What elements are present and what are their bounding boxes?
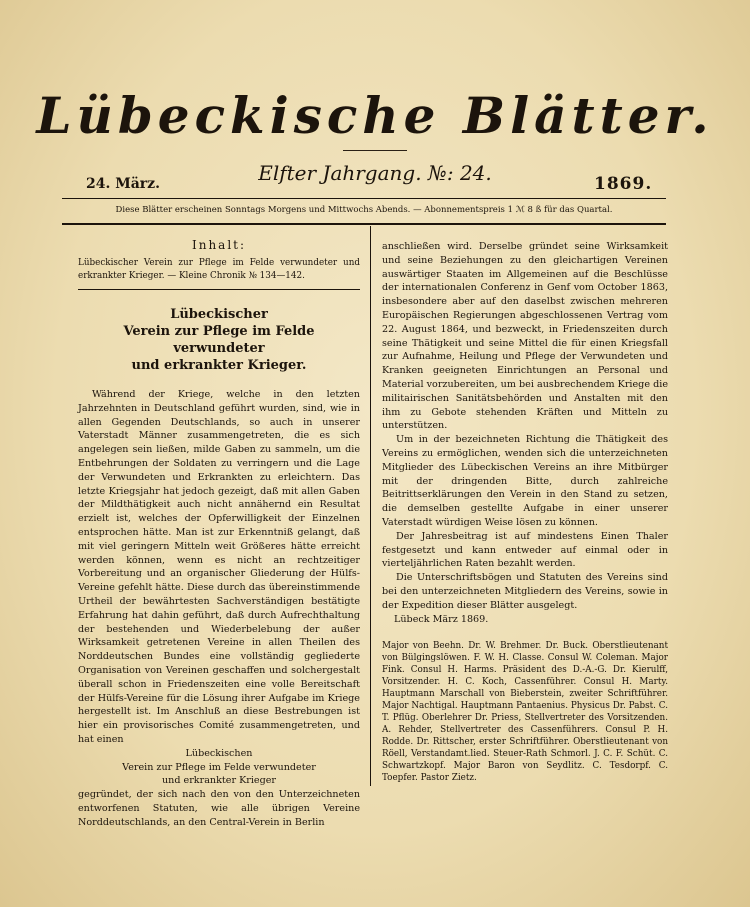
article-paragraph: Um in der bezeichneten Richtung die Thätigkeit des Vereins zu ermöglichen, wenden sich die unterzeichneten Mitglieder des Lübeckischen Vereins an ihre Mitbürger mit der dringenden Bitte, durch zahlreiche Beitrittserklärungen den Verein in den Stand zu setzen, die demselben gestellte Aufgabe in einer unserer Vaterstadt würdigen Weise lösen zu können. [382, 434, 668, 528]
left-column [78, 238, 360, 830]
article-title [78, 306, 360, 374]
article-paragraph: Während der Kriege, welche in den letzten Jahrzehnten in Deutschland geführt wurden, sind, wie in allen Gegenden Deutschlands, so auch in unserer Vaterstadt Männer zusammengetreten, die es sich angelegen sein ließen, milde Gaben zu sammeln, um die Entbehrungen der Soldaten zu verringern und die Lage der Verwundeten und Erkrankten zu erleichtern. Das letzte Kriegsjahr hat jedoch gezeigt, daß mit allen Gaben der Mildthätigkeit auch nicht annähernd ein Resultat erzielt ist, welches der Opferwilligkeit der Einzelnen entsprochen hätte. Man ist zur Erkenntniß gelangt, daß mit viel geringern Mitteln weit Größeres hätte erreicht werden können, wenn es nicht an rechtzeitiger Vorbereitung und an organischer Gliederung der Hülfs-Vereine gefehlt hätte. Diese durch das übereinstimmende Urtheil der bewährtesten Sachverständigen bestätigte Erfahrung hat dahin geführt, daß durch Aufrechthaltung der bestehenden und Wiederbelebung der außer Wirksamkeit getretenen Vereine in allen Theilen des Norddeutschen Bundes eine vollständig gegliederte Organisation von Vereinen geschaffen und solchergestalt überall schon in Friedenszeiten eine volle Bereitschaft der Hülfs-Vereine für die Lösung ihrer Aufgabe im Kriege hergestellt ist. Im Anschluß an diese Bestrebungen ist hier ein provisorisches Comité zusammengetreten, und hat einen [78, 389, 360, 745]
article-paragraph: Der Jahresbeitrag ist auf mindestens Einen Thaler festgesetzt und kann entweder auf einmal oder in vierteljährlichen Raten bezahlt werden. [382, 530, 668, 570]
article-title-line: Verein zur Pflege im Felde verwundeter [123, 324, 315, 356]
article-center-line: und erkrankter Krieger [162, 775, 276, 787]
header-rule-top [62, 198, 666, 199]
contents-text: Lübeckischer Verein zur Pflege im Felde verwundeter und erkrankter Krieger. — Kleine Chronik № 134—142. [78, 258, 360, 281]
signatories-list: Major von Beehn. Dr. W. Brehmer. Dr. Buck. Oberstlieutenant von Bülgingslöwen. F. W. H. Classe. Consul W. Coleman. Major Fink. Consul H. Harms. Präsident des D.-A.-G. Dr. Kierulff, Vorsitzender. H. C. Koch, Cassenführer. Consul H. Marty. Hauptmann Marschall von Bieberstein, zweiter Schriftführer. Major Nachtigal. Hauptmann Pantaenius. Physicus Dr. Pabst. C. T. Pflüg. Oberlehrer Dr. Priess, Stellvertreter des Vorsitzenden. A. Rehder, Stellvertreter des Cassenführers. Consul P. H. Rodde. Dr. Rittscher, erster Schriftführer. Oberstlieutenant von Röell, Verstandamt.lied. Steuer-Rath Schmorl. J. C. F. Schüt. C. Schwartzkopf. Major Baron von Seydlitz. C. Tesdorpf. C. Toepfer. Pastor Zietz. [382, 641, 668, 784]
contents-heading: Inhalt: [191, 238, 247, 252]
subscription-line: Diese Blätter erscheinen Sonntags Morgens und Mittwochs Abends. — Abonnementspreis 1 ℳ 8 ß für das Quartal. [115, 205, 613, 215]
issue-year: 1869. [594, 174, 653, 194]
masthead-divider [343, 150, 407, 151]
column-divider [370, 226, 371, 786]
contents-rule [78, 289, 360, 290]
header-rule-bottom [62, 223, 666, 225]
article-paragraph: gegründet, der sich nach den von den Unterzeichneten entworfenen Statuten, wie alle übrigen Vereine Norddeutschlands, an den Central-Verein in Berlin [78, 789, 360, 828]
article-center-line: Verein zur Pflege im Felde verwundeter [122, 761, 316, 773]
article-center-line: Lübeckischen [185, 747, 253, 759]
article-paragraph: Die Unterschriftsbögen und Statuten des Vereins sind bei den unterzeichneten Mitgliedern des Vereins, sowie in der Expedition dieser Blätter ausgelegt. [382, 572, 668, 611]
right-column [382, 240, 668, 784]
issue-line: Elfter Jahrgang. №: 24. [258, 161, 492, 185]
article-title-line: Lübeckischer [170, 307, 268, 322]
signature-place-date: Lübeck März 1869. [394, 613, 489, 625]
masthead: Lübeckische Blätter. [36, 86, 714, 145]
issue-date: 24. März. [86, 176, 160, 192]
article-title-line: und erkrankter Krieger. [131, 358, 307, 373]
article-paragraph: anschließen wird. Derselbe gründet seine Wirksamkeit und seine Beziehungen zu den gleichartigen Vereinen auswärtiger Staaten im Allgemeinen auf die Beschlüsse der internationalen Conferenz in Genf vom October 1863, insbesondere aber auf den daselbst zwischen mehreren Europäischen Regierungen abgeschlossenen Vertrag vom 22. August 1864, und bezweckt, in Friedenszeiten durch seine Thätigkeit und seine Mittel die für einen Kriegsfall zur Aufnahme, Heilung und Pflege der Verwundeten und Kranken geeigneten Einrichtungen an Personal und Material vorzubereiten, um bei ausbrechendem Kriege die militairischen Sanitätsbehörden und Anstalten mit den ihm zu Gebote stehenden Kräften und Mitteln zu unterstützen. [382, 241, 668, 432]
